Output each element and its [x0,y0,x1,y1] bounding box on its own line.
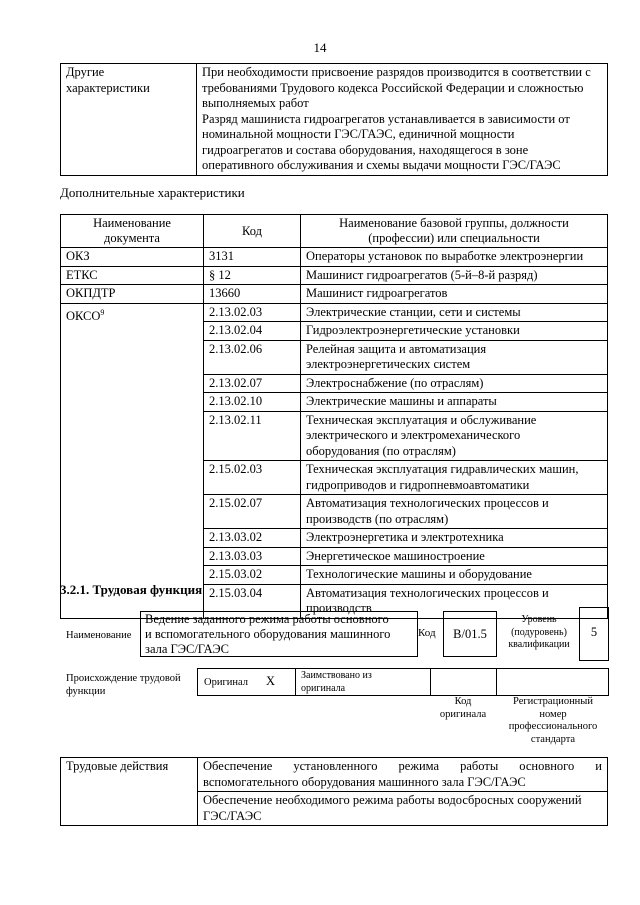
code-cell: 13660 [204,285,301,304]
header-group-name: Наименование базовой группы, должности (профессии) или специальности [301,215,608,248]
origin-original-label: Оригинал [204,677,248,688]
additional-characteristics-table [60,214,608,619]
doc-cell: ОКЗ [61,248,204,267]
function-name-label: Наименование [66,630,132,641]
function-name-box: Ведение заданного режима работы основного и вспомогательного оборудования машинного зала ГЭС/ГАЭС [140,611,418,657]
origin-divider-1 [295,669,296,695]
labor-action-item: Обеспечение установленного режима работы основного и вспомогательного оборудования машинного зала ГЭС/ГАЭС [198,758,608,792]
table-row [61,303,608,322]
origin-box [197,668,609,696]
group-name-cell: Электроснабжение (по отраслям) [301,374,608,393]
group-name-cell: Гидроэлектроэнергетические установки [301,322,608,341]
origin-divider-3 [496,669,497,695]
labor-actions-table [60,757,608,826]
group-name-cell: Операторы установок по выработке электроэнергии [301,248,608,267]
table-row [61,285,608,304]
code-cell: 2.13.02.04 [204,322,301,341]
code-cell: 2.13.03.03 [204,547,301,566]
other-characteristics-table [60,63,608,176]
code-cell: 2.15.02.07 [204,495,301,529]
doc-cell: ОКПДТР [61,285,204,304]
group-name-cell: Электроэнергетика и электротехника [301,529,608,548]
code-cell: 2.13.02.07 [204,374,301,393]
other-characteristics-label: Другие характеристики [61,64,197,176]
qualification-level-label: Уровень (подуровень) квалификации [508,614,570,650]
doc-cell: ОКСО$^9$ [61,303,204,618]
code-cell: 2.13.03.02 [204,529,301,548]
origin-code-caption: Код оригинала [439,696,487,720]
additional-characteristics-title: Дополнительные характеристики [60,185,245,200]
group-name-cell: Автоматизация технологических процессов и производств (по отраслям) [301,495,608,529]
table-row [61,248,608,267]
origin-label: Происхождение трудовой функции [66,673,181,697]
function-code-label: Код [418,627,436,639]
labor-function-heading: 3.2.1. Трудовая функция [60,582,203,597]
origin-borrowed-label: Заимствовано из оригинала [301,670,372,694]
table-row [61,266,608,285]
group-name-cell: Энергетическое машиностроение [301,547,608,566]
code-cell: 2.15.02.03 [204,461,301,495]
group-name-cell: Машинист гидроагрегатов (5-й–8-й разряд) [301,266,608,285]
code-cell: 2.13.02.11 [204,411,301,461]
group-name-cell: Электрические машины и аппараты [301,393,608,412]
origin-divider-2 [430,669,431,695]
code-cell: 2.13.02.10 [204,393,301,412]
code-cell: 3131 [204,248,301,267]
group-name-cell: Машинист гидроагрегатов [301,285,608,304]
footnote-marker: 9 [100,307,105,317]
header-code: Код [204,215,301,248]
labor-actions-label: Трудовые действия [61,758,198,826]
origin-mark: X [266,674,276,688]
code-cell: 2.15.03.02 [204,566,301,585]
table-header-row [61,215,608,248]
page-number: 14 [313,40,327,55]
group-name-cell: Автоматизация технологических процессов и производств [301,584,608,618]
group-name-cell: Техническая эксплуатация и обслуживание электрического и электромеханического оборудования (по отраслям) [301,411,608,461]
code-cell: § 12 [204,266,301,285]
registration-number-caption: Регистрационный номер профессионального стандарта [508,696,598,745]
doc-cell: ЕТКС [61,266,204,285]
header-document: Наименование документа [61,215,204,248]
group-name-cell: Релейная защита и автоматизация электроэнергетических систем [301,340,608,374]
qualification-level-value: 5 [579,607,609,661]
other-characteristics-text: При необходимости присвоение разрядов производится в соответствии с требованиями Трудового кодекса Российской Федерации и сложностью выполняемых работ Разряд машиниста гидроагрегатов устанавливается в зависимости от номинальной мощности ГЭС/ГАЭС, единичной мощности гидроагрегатов и состава оборудования, находящегося в зоне оперативного обслуживания и схемы выдачи мощности ГЭС/ГАЭС [197,64,608,176]
function-code-value: B/01.5 [443,611,497,657]
code-cell: 2.13.02.03 [204,303,301,322]
additional-characteristics-rows [61,248,608,619]
group-name-cell: Техническая эксплуатация гидравлических машин, гидроприводов и гидропневмоавтоматики [301,461,608,495]
code-cell: 2.15.03.04 [204,584,301,618]
labor-action-item: Обеспечение необходимого режима работы водосбросных сооружений ГЭС/ГАЭС [198,792,608,826]
group-name-cell: Технологические машины и оборудование [301,566,608,585]
group-name-cell: Электрические станции, сети и системы [301,303,608,322]
code-cell: 2.13.02.06 [204,340,301,374]
